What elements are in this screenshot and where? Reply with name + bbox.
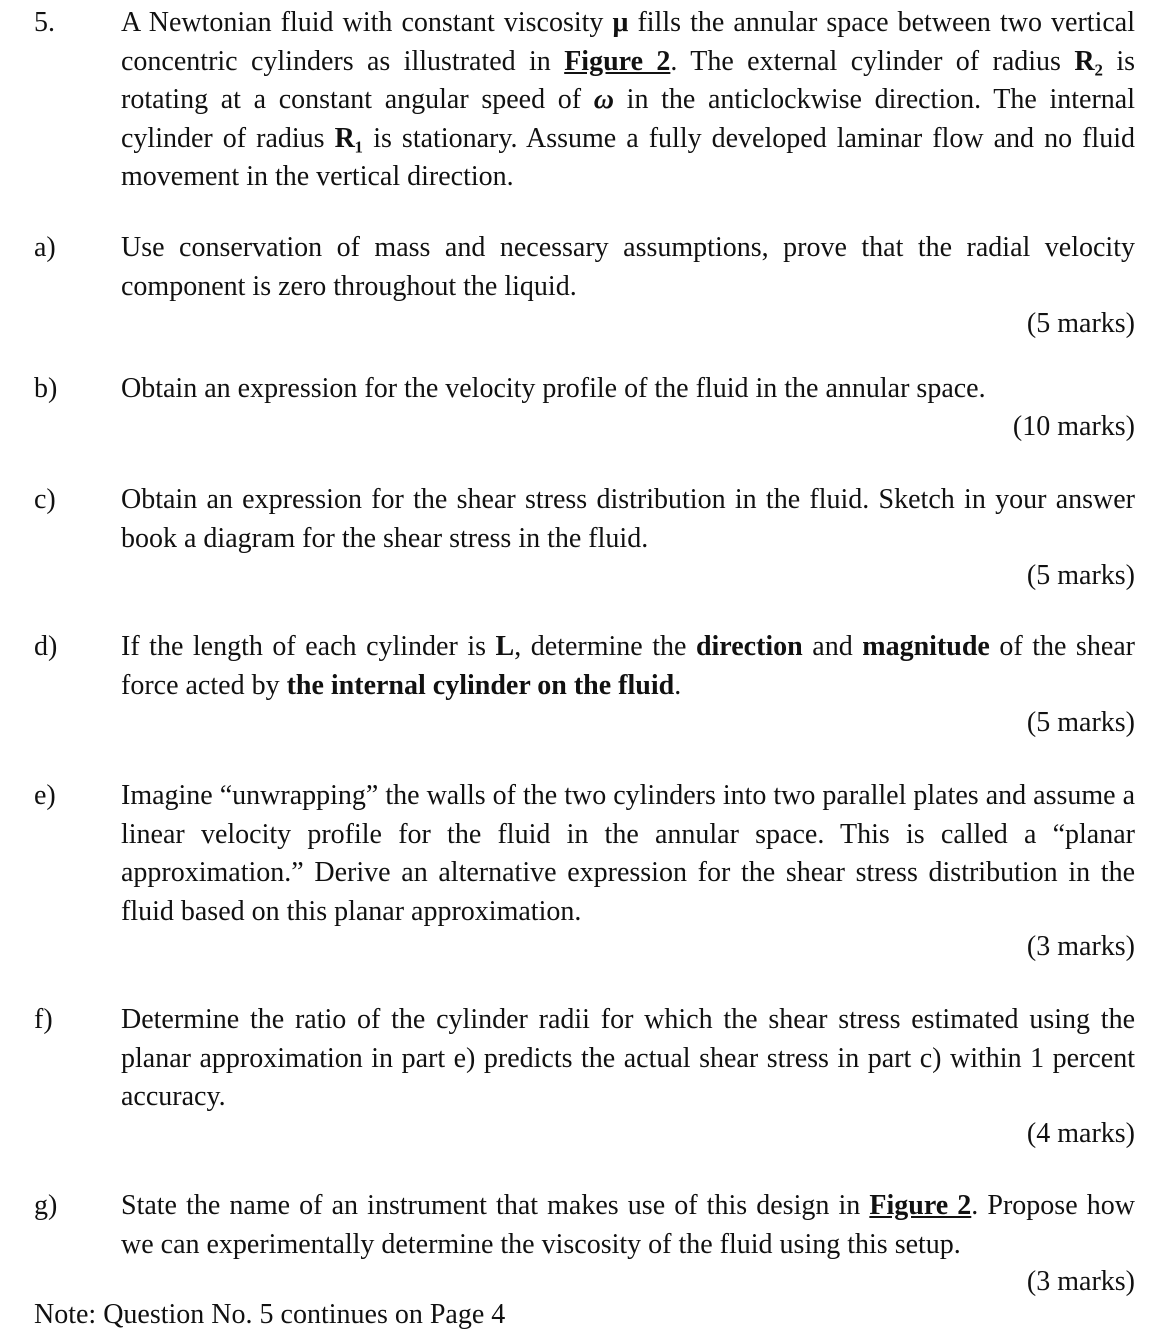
r2-symbol: R₂ <box>1074 45 1103 77</box>
part-text: Obtain an expression for the velocity profile of the fluid in the annular space. <box>121 373 986 404</box>
part-label: c) <box>34 484 56 515</box>
question-number: 5. <box>34 7 55 38</box>
marks: (5 marks) <box>1026 707 1135 738</box>
question-intro: A Newtonian fluid with constant viscosity μ fills the annular space between two vertical concentric cylinders as illustrated in Figure 2. The external cylinder of radius R₂ is rotating at a constant angular speed of ω in the anticlockwise direction. The internal cylinder of radius R₁ is stationary. Assume a fully developed laminar flow and no fluid movement in the vertical direction. <box>121 7 1136 192</box>
footer-note-clipped: Note: Question No. 5 continues on Page 4 <box>34 1299 506 1330</box>
part-text: State the name of an instrument that makes use of this design in Figure 2. Propose how we can experimentally determine the viscosity of the fluid using this setup. <box>121 1190 1135 1260</box>
part-label: b) <box>34 373 58 404</box>
marks: (10 marks) <box>1012 411 1135 442</box>
part-text: Imagine “unwrapping” the walls of the two cylinders into two parallel plates and assume a linear velocity profile for the fluid in the annular space. This is called a “planar approximation.” Derive an alternative expression for the shear stress distribution in the fluid based on this planar approximation. <box>121 780 1135 927</box>
r1-symbol: R₁ <box>334 122 364 154</box>
part-label: e) <box>34 780 56 811</box>
part-label: d) <box>34 631 58 662</box>
marks: (4 marks) <box>1026 1118 1135 1149</box>
marks: (3 marks) <box>1026 931 1135 962</box>
marks: (3 marks) <box>1026 1266 1135 1297</box>
figure-ref: Figure 2 <box>869 1190 972 1221</box>
omega-symbol: ω <box>593 84 614 115</box>
part-label: a) <box>34 232 56 263</box>
part-label: g) <box>34 1190 58 1221</box>
part-text: Use conservation of mass and necessary assumptions, prove that the radial velocity component is zero throughout the liquid. <box>121 232 1135 302</box>
part-text: Determine the ratio of the cylinder radii for which the shear stress estimated using the planar approximation in part e) predicts the actual shear stress in part c) within 1 percent accuracy. <box>121 1004 1135 1112</box>
part-text: Obtain an expression for the shear stress distribution in the fluid. Sketch in your answer book a diagram for the shear stress in the fluid. <box>121 484 1135 554</box>
marks: (5 marks) <box>1026 308 1135 339</box>
part-text: If the length of each cylinder is L, determine the direction and magnitude of the shear force acted by the internal cylinder on the fluid. <box>121 631 1136 701</box>
mu-symbol: μ <box>612 7 629 38</box>
part-label: f) <box>34 1004 53 1035</box>
marks: (5 marks) <box>1026 560 1135 591</box>
figure-ref: Figure 2 <box>564 45 671 77</box>
